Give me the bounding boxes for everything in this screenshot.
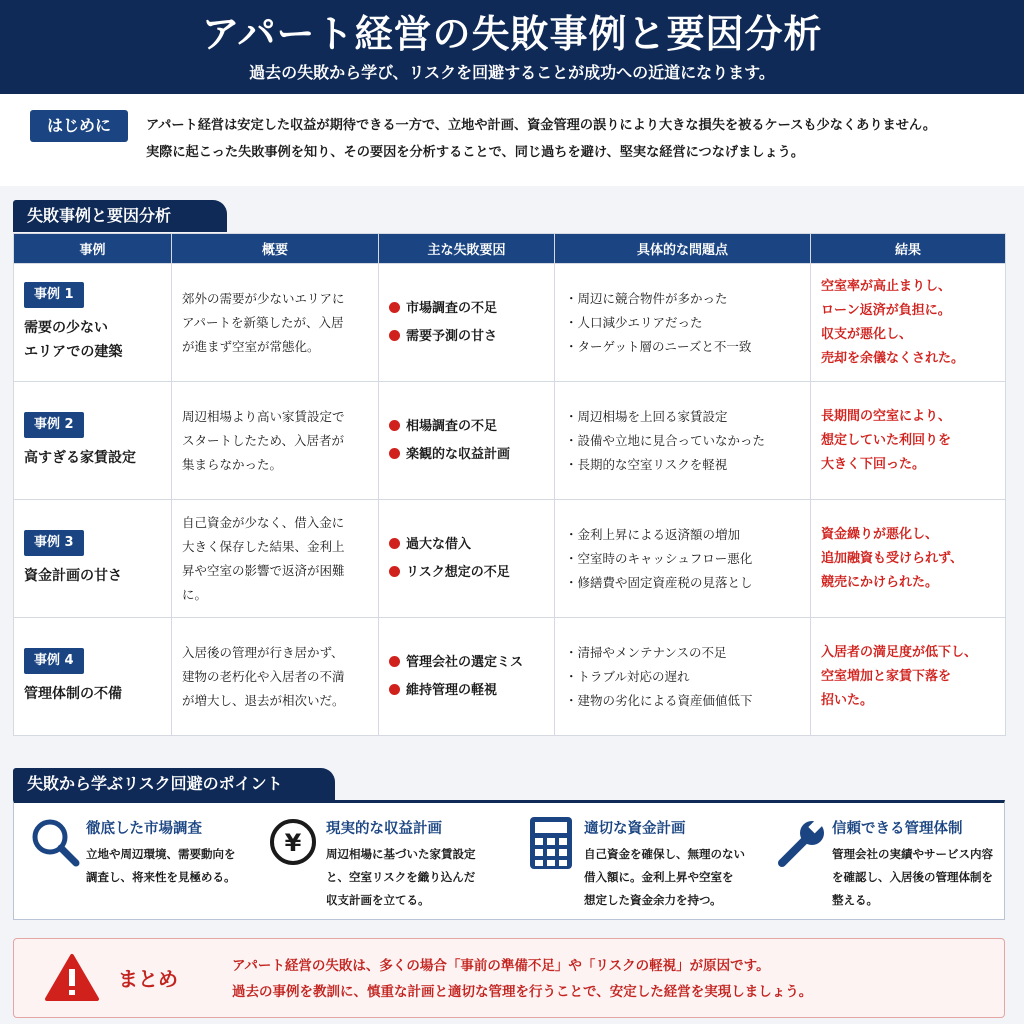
- summary-line: 昇や空室の影響で返済が困難: [182, 562, 345, 578]
- point-line: 立地や周辺環境、需要動向を: [86, 847, 236, 861]
- result-line: 大きく下回った。: [821, 456, 926, 472]
- issue-item: ・ターゲット層のニーズと不一致: [565, 338, 752, 354]
- summary-label: まとめ: [118, 967, 178, 991]
- summary-line: アパートを新築したが、入居: [182, 314, 344, 330]
- result-line: 招いた。: [821, 692, 874, 708]
- result-line: 入居者の満足度が低下し、: [821, 644, 978, 660]
- cause-item: [389, 441, 544, 469]
- point-title: 適切な資金計画: [584, 821, 686, 837]
- issue-item: ・トラブル対応の遅れ: [565, 668, 690, 684]
- intro-badge: はじめに: [30, 110, 128, 142]
- point-text: [832, 843, 1022, 912]
- case-title: 管理体制の不備: [24, 685, 122, 702]
- wrench-icon: [772, 815, 830, 873]
- case-cell: [14, 382, 172, 500]
- summary-line: が増大し、退去が相次いだ。: [182, 692, 345, 708]
- causes-cell: [379, 618, 555, 736]
- intro-text: [146, 112, 1016, 166]
- page-subtitle: 過去の失敗から学び、リスクを回避することが成功への近道になります。: [249, 63, 775, 82]
- table-row: [14, 618, 1006, 736]
- case-cell: [14, 618, 172, 736]
- yen-coin-icon: [266, 815, 324, 873]
- point-line: 整える。: [832, 893, 878, 907]
- point-management: [772, 803, 1004, 919]
- causes-cell: [379, 264, 555, 382]
- column-header: 主な失敗要因: [379, 234, 555, 264]
- bullet-dot-icon: [389, 656, 400, 667]
- point-line: 収支計画を立てる。: [326, 893, 430, 907]
- summary-line: 周辺相場より高い家賃設定で: [182, 408, 345, 424]
- cause-text: 過大な借入: [406, 536, 472, 552]
- calculator-icon: [524, 815, 582, 873]
- causes-cell: [379, 382, 555, 500]
- summary-text: [232, 953, 812, 1005]
- issue-item: ・人口減少エリアだった: [565, 314, 703, 330]
- cases-table: [13, 233, 1006, 736]
- summary-cell: [172, 618, 379, 736]
- case-title: 資金計画の甘さ: [24, 567, 122, 584]
- page-title: アパート経営の失敗事例と要因分析: [201, 12, 823, 56]
- point-market-research: [26, 803, 266, 919]
- table-row: [14, 264, 1006, 382]
- bullet-dot-icon: [389, 302, 400, 313]
- case-badge: 事例 2: [24, 412, 84, 438]
- page-header: [0, 0, 1024, 94]
- case-badge: 事例 3: [24, 530, 84, 556]
- result-line: 長期間の空室により、: [821, 408, 952, 424]
- summary-line: 過去の事例を教訓に、慎重な計画と適切な管理を行うことで、安定した経営を実現しましょう。: [232, 984, 813, 1000]
- summary-cell: [172, 382, 379, 500]
- issue-item: ・金利上昇による返済額の増加: [565, 526, 741, 542]
- issues-cell: [555, 264, 811, 382]
- table-row: [14, 500, 1006, 618]
- result-line: 空室増加と家賃下落を: [821, 668, 952, 684]
- case-badge: 事例 4: [24, 648, 84, 674]
- svg-text:¥: ¥: [284, 829, 302, 857]
- case-title: 需要の少ない: [24, 319, 108, 336]
- cause-item: [389, 323, 544, 351]
- cause-item: [389, 649, 544, 677]
- point-title: 徹底した市場調査: [86, 821, 202, 837]
- result-line: 売却を余儀なくされた。: [821, 350, 965, 366]
- summary-line: 入居後の管理が行き居かず、: [182, 644, 344, 660]
- case-title: 高すぎる家賃設定: [24, 449, 136, 466]
- cause-item: [389, 295, 544, 323]
- result-line: 想定していた利回りを: [821, 432, 952, 448]
- issues-cell: [555, 500, 811, 618]
- causes-cell: [379, 500, 555, 618]
- issue-item: ・空室時のキャッシュフロー悪化: [565, 550, 753, 566]
- bullet-dot-icon: [389, 684, 400, 695]
- intro-line: 実際に起こった失敗事例を知り、その要因を分析することで、同じ過ちを避け、堅実な経営につなげましょう。: [146, 145, 805, 160]
- point-revenue-plan: [266, 803, 516, 919]
- summary-line: 郊外の需要が少ないエリアに: [182, 290, 345, 306]
- issues-cell: [555, 618, 811, 736]
- summary-cell: [172, 264, 379, 382]
- cause-text: 相場調査の不足: [406, 418, 498, 434]
- point-title: 現実的な収益計画: [326, 821, 442, 837]
- bullet-dot-icon: [389, 448, 400, 459]
- result-cell: [811, 618, 1006, 736]
- cause-item: [389, 413, 544, 441]
- point-line: 周辺相場に基づいた家賃設定: [326, 847, 476, 861]
- issue-item: ・修繕費や固定資産税の見落とし: [565, 574, 753, 590]
- cause-item: [389, 559, 544, 587]
- intro-line: アパート経営は安定した収益が期待できる一方で、立地や計画、資金管理の誤りにより大きな損失を被るケースも少なくありません。: [146, 118, 937, 133]
- point-text: [326, 843, 516, 912]
- point-line: 自己資金を確保し、無理のない: [584, 847, 745, 861]
- result-line: ローン返済が負担に。: [821, 302, 951, 318]
- magnifier-icon: [26, 815, 84, 873]
- issue-item: ・長期的な空室リスクを軽視: [565, 456, 728, 472]
- cause-item: [389, 531, 544, 559]
- summary-line: 自己資金が少なく、借入金に: [182, 514, 345, 530]
- case-cell: [14, 500, 172, 618]
- bullet-dot-icon: [389, 538, 400, 549]
- cause-text: 管理会社の選定ミス: [406, 654, 524, 670]
- summary-line: 集まらなかった。: [182, 456, 283, 472]
- case-title: エリアでの建築: [24, 343, 123, 360]
- column-header: 結果: [811, 234, 1006, 264]
- cause-text: リスク想定の不足: [406, 564, 510, 580]
- cause-text: 維持管理の軽視: [406, 682, 498, 698]
- issue-item: ・設備や立地に見合っていなかった: [565, 432, 766, 448]
- intro-section: [0, 94, 1024, 186]
- point-line: 調査し、将来性を見極める。: [86, 870, 236, 884]
- point-line: を確認し、入居後の管理体制を: [832, 870, 993, 884]
- point-funding-plan: [524, 803, 774, 919]
- summary-line: が進まず空室が常態化。: [182, 338, 320, 354]
- issue-item: ・清掃やメンテナンスの不足: [565, 644, 727, 660]
- case-cell: [14, 264, 172, 382]
- cause-text: 楽観的な収益計画: [406, 446, 511, 462]
- table-row: [14, 382, 1006, 500]
- issues-cell: [555, 382, 811, 500]
- result-line: 空室率が高止まりし、: [821, 278, 952, 294]
- point-text: [584, 843, 774, 912]
- column-header: 概要: [172, 234, 379, 264]
- result-cell: [811, 264, 1006, 382]
- summary-cell: [172, 500, 379, 618]
- column-header: 事例: [14, 234, 172, 264]
- summary-box: [13, 938, 1005, 1018]
- result-line: 追加融資も受けられず、: [821, 550, 963, 566]
- case-badge: 事例 1: [24, 282, 84, 308]
- point-line: と、空室リスクを織り込んだ: [326, 870, 476, 884]
- cause-item: [389, 677, 544, 705]
- summary-line: スタートしたため、入居者が: [182, 432, 345, 448]
- issue-item: ・建物の劣化による資産価値低下: [565, 692, 753, 708]
- cause-text: 需要予測の甘さ: [406, 328, 498, 344]
- cause-text: 市場調査の不足: [406, 300, 498, 316]
- points-section-title: 失敗から学ぶリスク回避のポイント: [13, 768, 335, 800]
- point-line: 借入額に。金利上昇や空室を: [584, 870, 734, 884]
- point-line: 想定した資金余力を持つ。: [584, 893, 722, 907]
- result-line: 資金繰りが悪化し、: [821, 526, 939, 542]
- table-header-row: [14, 234, 1006, 264]
- cases-section-title: 失敗事例と要因分析: [13, 200, 227, 232]
- points-panel: [13, 800, 1005, 920]
- point-line: 管理会社の実績やサービス内容: [832, 847, 993, 861]
- summary-line: アパート経営の失敗は、多くの場合「事前の準備不足」や「リスクの軽視」が原因です。: [232, 958, 770, 974]
- bullet-dot-icon: [389, 566, 400, 577]
- summary-line: に。: [182, 586, 208, 602]
- bullet-dot-icon: [389, 330, 400, 341]
- point-text: [86, 843, 276, 889]
- summary-line: 建物の老朽化や入居者の不満: [182, 668, 345, 684]
- result-line: 収支が悪化し、: [821, 326, 913, 342]
- summary-line: 大きく保存した結果、金利上: [182, 538, 345, 554]
- column-header: 具体的な問題点: [555, 234, 811, 264]
- bullet-dot-icon: [389, 420, 400, 431]
- result-line: 競売にかけられた。: [821, 574, 939, 590]
- warning-icon: [44, 953, 100, 1003]
- point-title: 信頼できる管理体制: [832, 821, 963, 837]
- issue-item: ・周辺相場を上回る家賃設定: [565, 408, 728, 424]
- result-cell: [811, 382, 1006, 500]
- issue-item: ・周辺に競合物件が多かった: [565, 290, 728, 306]
- result-cell: [811, 500, 1006, 618]
